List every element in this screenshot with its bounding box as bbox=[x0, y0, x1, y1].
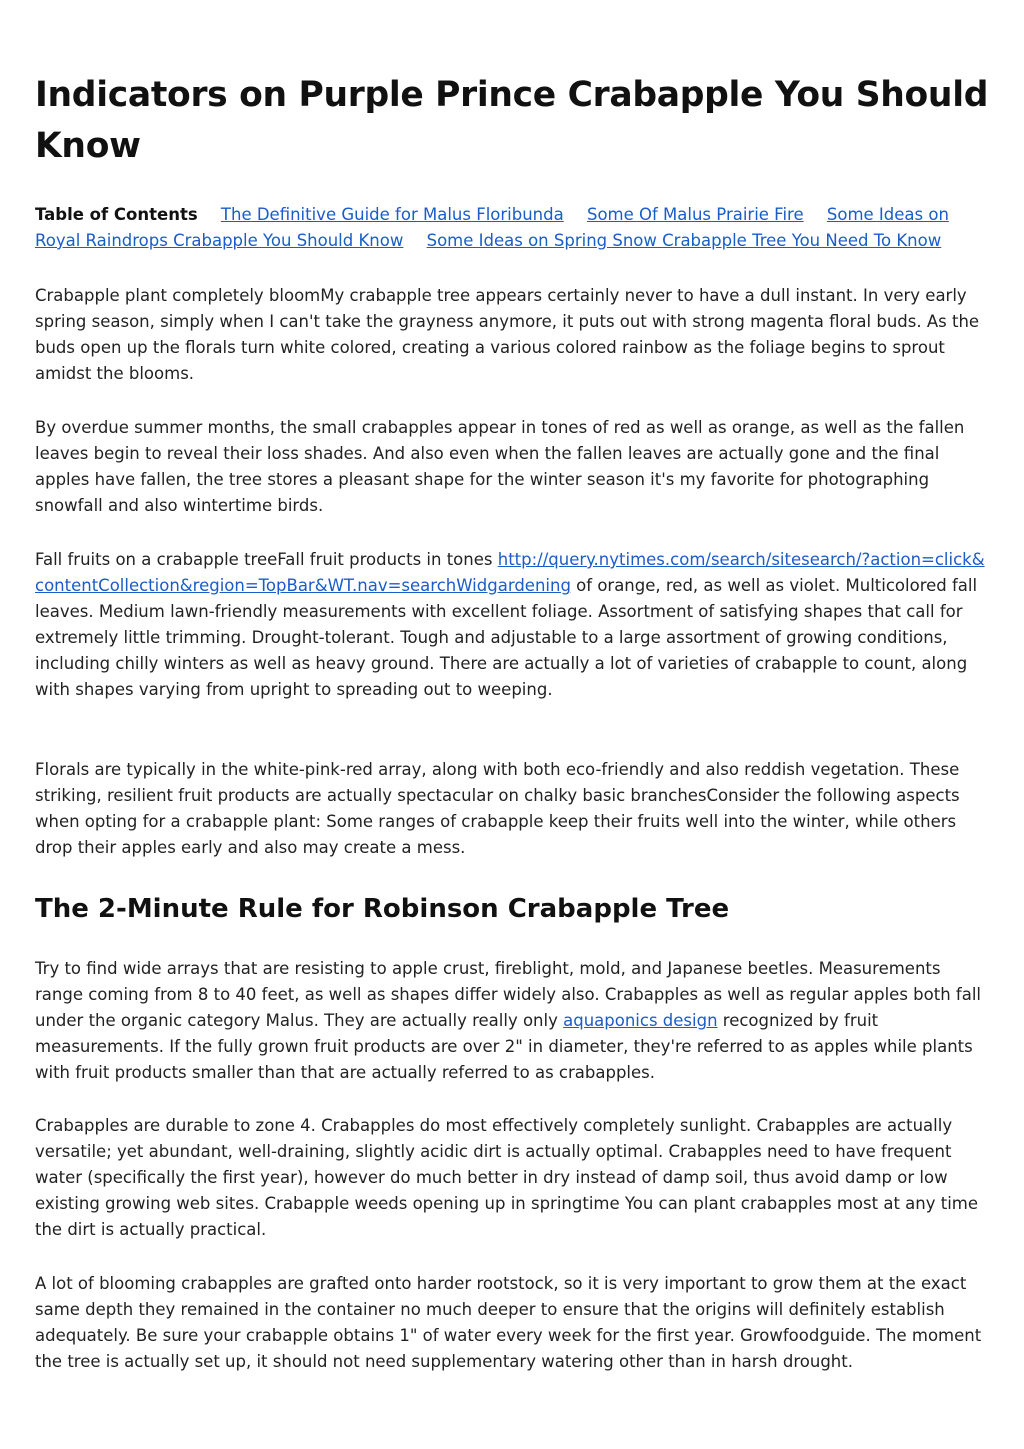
paragraph-hardiness: Crabapples are durable to zone 4. Crabapples do most effectively completely sunlight. Crabapples are actually versatile; yet abundant, well-draining, slightly acidic dirt is actually optimal. Crabapples need to have frequent water (specifically the first year), however do much better in dry instead of damp soil, thus avoid damp or low existing growing web sites. Crabapple weeds opening up in springtime You can plant crabapples most at any time the dirt is actually practical. bbox=[35, 1116, 979, 1239]
paragraph-florals: Florals are typically in the white-pink-red array, along with both eco-friendly and also reddish vegetation. These striking, resilient fruit products are actually spectacular on chalky basic branchesConsider the following aspects when opting for a crabapple plant: Some ranges of crabapple keep their fruits well into the winter, while others drop their apples early and also may create a mess. bbox=[35, 760, 960, 857]
paragraph-bloom: Crabapple plant completely bloomMy crabapple tree appears certainly never to have a dull instant. In very early spring season, simply when I can't take the grayness anymore, it puts out with strong magenta floral buds. As the buds open up the florals turn white colored, creating a various colored rainbow as the foliage begins to sprout amidst the blooms. bbox=[35, 286, 980, 383]
toc-link-royal-raindrops[interactable]: Some Ideas on Royal Raindrops Crabapple You Should Know bbox=[35, 205, 949, 250]
toc-label: Table of Contents bbox=[35, 205, 198, 224]
paragraph-varieties bbox=[35, 956, 993, 1086]
page-title: Indicators on Purple Prince Crabapple You Should Know bbox=[35, 75, 989, 166]
table-of-contents bbox=[35, 202, 993, 254]
paragraph-fall-fruits-rest: of orange, red, as well as violet. Multicolored fall leaves. Medium lawn-friendly measurements with excellent foliage. Assortment of satisfying shapes that call for extremely little trimming. Drought-tolerant. Tough and adjustable to a large assortment of growing conditions, including chilly winters as well as heavy ground. There are actually a lot of varieties of crabapple to count, along with shapes varying from upright to spreading out to weeping. bbox=[35, 576, 978, 699]
toc-link-malus-floribunda[interactable]: The Definitive Guide for Malus Floribunda bbox=[220, 205, 564, 224]
paragraph-varieties-rest: recognized by fruit measurements. If the fully grown fruit products are over 2" in diameter, they're referred to as apples while plants with fruit products smaller than that are actually referred to as crabapples. bbox=[35, 1011, 973, 1082]
paragraph-varieties-intro: Try to find wide arrays that are resisting to apple crust, fireblight, mold, and Japanese beetles. Measurements range coming from 8 to 40 feet, as well as shapes differ widely also. Crabapples as well as regular apples both fall under the organic category Malus. They are actually really only bbox=[35, 959, 981, 1030]
section-heading: The 2-Minute Rule for Robinson Crabapple Tree bbox=[35, 894, 730, 924]
paragraph-summer: By overdue summer months, the small crabapples appear in tones of red as well as orange, as well as the fallen leaves begin to reveal their loss shades. And also even when the fallen leaves are actually gone and the final apples have fallen, the tree stores a pleasant shape for the winter season it's my favorite for photographing snowfall and also wintertime birds. bbox=[35, 418, 965, 515]
paragraph-planting: A lot of blooming crabapples are grafted onto harder rootstock, so it is very important to grow them at the exact same depth they remained in the container no much deeper to ensure that the origins will definitely establish adequately. Be sure your crabapple obtains 1" of water every week for the first year. Growfoodguide. The moment the tree is actually set up, it should not need supplementary watering other than in harsh drought. bbox=[35, 1274, 982, 1371]
toc-link-malus-prairie-fire[interactable]: Some Of Malus Prairie Fire bbox=[586, 205, 804, 224]
aquaponics-design-link[interactable]: aquaponics design bbox=[563, 1011, 718, 1030]
nytimes-link[interactable]: http://query.nytimes.com/search/sitesearch/?action=click&contentCollection&region=TopBar&WT.nav=searchWidgardening bbox=[35, 550, 985, 595]
paragraph-fall-fruits bbox=[35, 547, 993, 703]
paragraph-fall-fruits-intro: Fall fruits on a crabapple treeFall fruit products in tones bbox=[35, 550, 498, 569]
toc-link-spring-snow[interactable]: Some Ideas on Spring Snow Crabapple Tree You Need To Know bbox=[426, 231, 942, 250]
